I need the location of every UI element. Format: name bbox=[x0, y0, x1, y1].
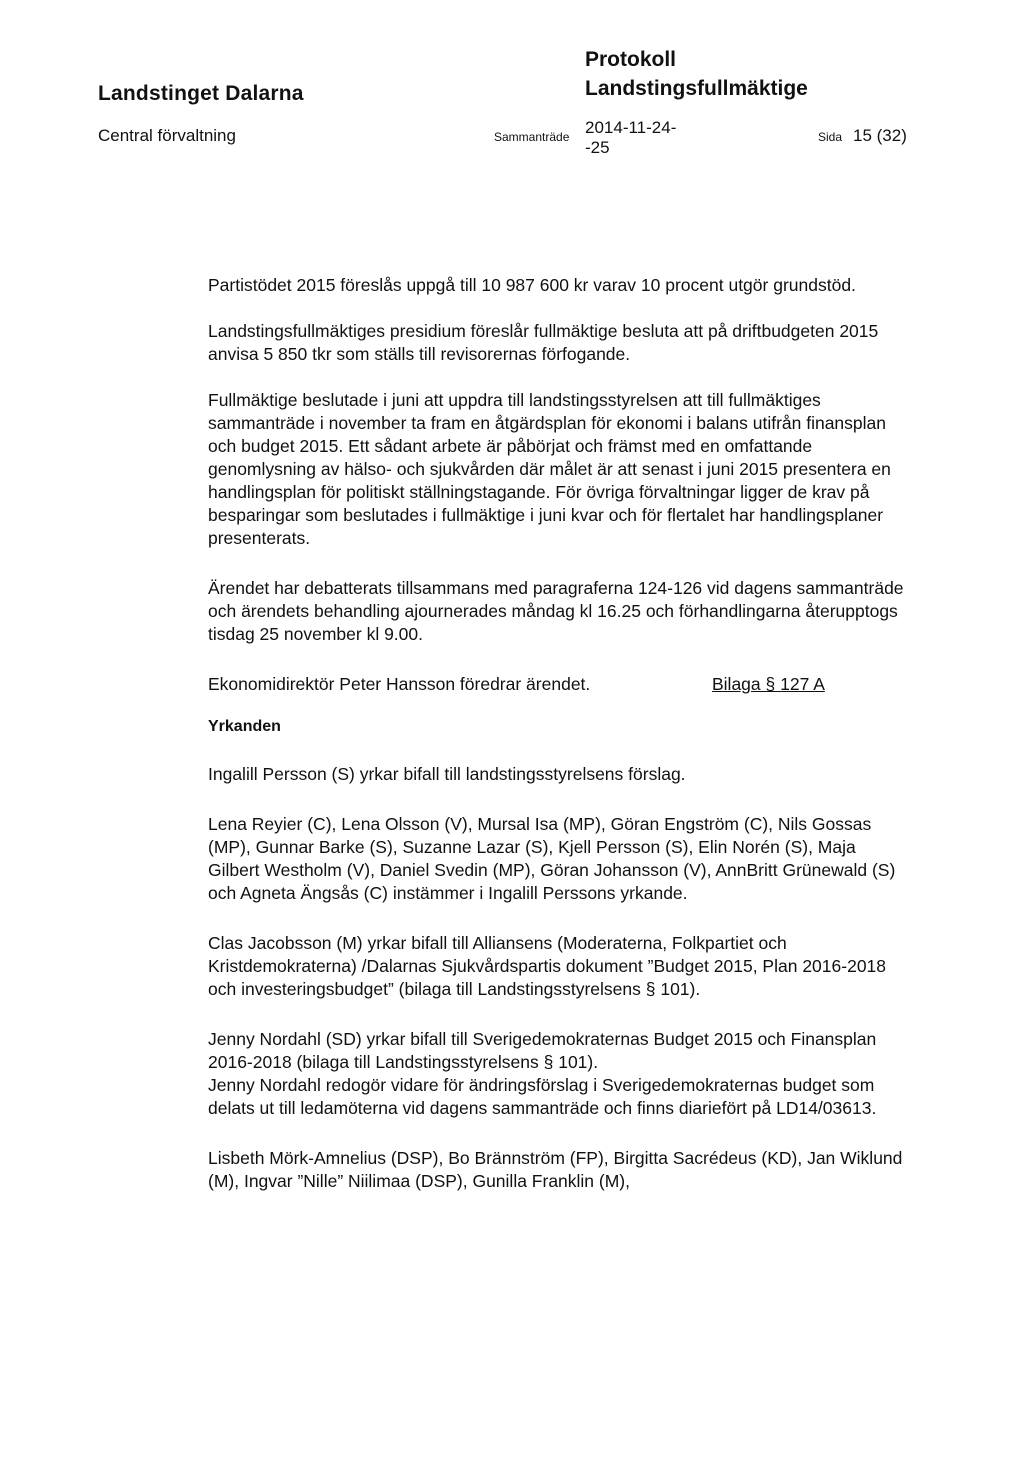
body-name: Landstingsfullmäktige bbox=[585, 77, 808, 100]
motion-support-list: Lena Reyier (C), Lena Olsson (V), Mursal Isa (MP), Göran Engström (C), Nils Gossas (MP), Gunnar Barke (S), Suzanne Lazar (S), Kjell Persson (S), Elin Norén (S), Maja Gilbert Westholm (V), Daniel Svedin (MP), Göran Johansson (V), AnnBritt Grünewald (S) och Agneta Ängsås (C) instämmer i Ingalill Perssons yrkande. bbox=[208, 814, 896, 903]
paragraph-action-plan: Fullmäktige beslutade i juni att uppdra till landstingsstyrelsen att till fullmäktiges sammanträde i november ta fram en åtgärdsplan för ekonomi i balans utifrån finansplan och budget 2015. Ett sådant arbete är påbörjat och främst med en omfattande genomlysning av hälso- och sjukvården där målet är att senast i juni 2015 presentera en handlingsplan för politiskt ställningstagande. För övriga förvaltningar ligger de krav på besparingar som beslutades i fullmäktige i juni kvar och för flertalet har handlingsplaner presenterats. bbox=[208, 390, 891, 548]
presenter-text: Ekonomidirektör Peter Hansson föredrar ärendet. bbox=[208, 674, 591, 694]
presenter-line bbox=[208, 673, 908, 696]
motion-support-list-2: Lisbeth Mörk-Amnelius (DSP), Bo Brännström (FP), Birgitta Sacrédeus (KD), Jan Wiklund (M), Ingvar ”Nille” Niilimaa (DSP), Gunilla Franklin (M), bbox=[208, 1148, 903, 1191]
meeting-date-line2: -25 bbox=[585, 138, 610, 157]
motion-nordahl-amendment: Jenny Nordahl redogör vidare för ändringsförslag i Sverigedemokraternas budget som delats ut till ledamöterna vid dagens sammanträde och finns diariefört på LD14/03613. bbox=[208, 1075, 877, 1118]
document-title bbox=[585, 45, 808, 103]
paragraph-debate: Ärendet har debatterats tillsammans med paragraferna 124-126 vid dagens sammanträde och ärendets behandling ajournerades måndag kl 16.25 och förhandlingarna återupptogs tisdag 25 november kl 9.00. bbox=[208, 578, 904, 644]
section-heading-yrkanden: Yrkanden bbox=[208, 718, 281, 735]
motion-nordahl: Jenny Nordahl (SD) yrkar bifall till Sverigedemokraternas Budget 2015 och Finansplan 2016-2018 (bilaga till Landstingsstyrelsens § 101). bbox=[208, 1029, 877, 1072]
page-label: Sida bbox=[818, 130, 843, 144]
document-body bbox=[208, 274, 908, 1193]
page-number: 15 (32) bbox=[853, 126, 907, 145]
paragraph-party-support: Partistödet 2015 föreslås uppgå till 10 987 600 kr varav 10 procent utgör grundstöd. bbox=[208, 275, 856, 295]
attachment-reference: Bilaga § 127 A bbox=[712, 674, 825, 694]
meeting-date bbox=[585, 118, 676, 158]
meeting-label: Sammanträde bbox=[494, 130, 570, 144]
department-name: Central förvaltning bbox=[98, 126, 236, 145]
organization-name: Landstinget Dalarna bbox=[98, 82, 304, 105]
motion-jacobsson: Clas Jacobsson (M) yrkar bifall till Alliansens (Moderaterna, Folkpartiet och Kristdemokraterna) /Dalarnas Sjukvårdspartis dokument ”Budget 2015, Plan 2016-2018 och investeringsbudget” (bilaga till Landstingsstyrelsens § 101). bbox=[208, 933, 887, 999]
paragraph-presidium-proposal: Landstingsfullmäktiges presidium föreslår fullmäktige besluta att på driftbudgeten 2015 anvisa 5 850 tkr som ställs till revisorernas förfogande. bbox=[208, 321, 879, 364]
meeting-date-line1: 2014-11-24- bbox=[585, 118, 677, 137]
doc-type: Protokoll bbox=[585, 48, 677, 71]
motion-persson: Ingalill Persson (S) yrkar bifall till landstingsstyrelsens förslag. bbox=[208, 764, 686, 784]
